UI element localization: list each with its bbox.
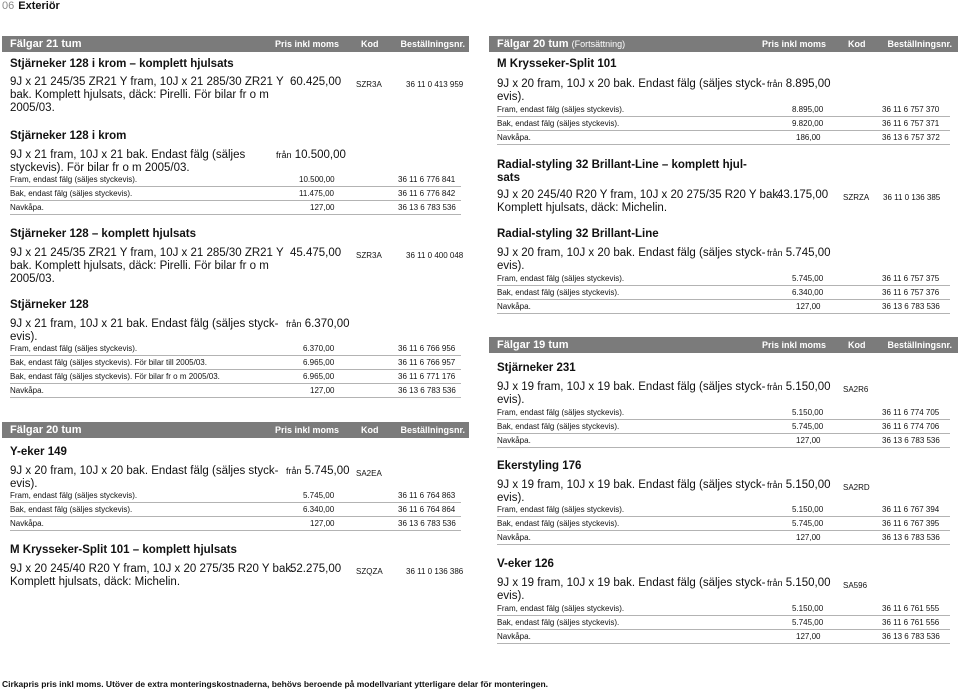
text-cell: Beställningsnr.: [887, 340, 952, 350]
table-row: [497, 420, 950, 434]
product-price: 10.500,00: [294, 149, 346, 161]
text-cell: Bak, endast fälg (säljes styckevis). För bilar till 2005/03.: [10, 358, 207, 367]
product-desc: [10, 76, 284, 115]
table-row: [497, 630, 950, 644]
page-header: [0, 0, 960, 14]
text-cell: 8.895,00: [792, 105, 824, 114]
text-cell: Navkåpa.: [497, 436, 531, 445]
text-cell: 36 11 6 764 863: [398, 491, 456, 500]
product-price: 8.895,00: [785, 78, 831, 90]
text-cell: Komplett hjulsats, däck: Michelin.: [10, 576, 181, 588]
text-cell: 5.150,00: [792, 505, 824, 514]
table-row: [497, 286, 950, 300]
text-cell: 36 11 6 757 376: [882, 288, 940, 297]
product-ordernr: 36 11 0 136 385: [883, 193, 941, 202]
product-row: [497, 247, 958, 275]
product-code: SA2RD: [843, 483, 870, 492]
product-code: SZR3A: [356, 251, 382, 260]
text-cell: Fram, endast fälg (säljes styckevis).: [10, 344, 138, 353]
text-cell: Bak, endast fälg (säljes styckevis).: [497, 119, 620, 128]
text-cell: 36 11 6 776 842: [398, 189, 456, 198]
text-cell: Bak, endast fälg (säljes styckevis).: [497, 422, 620, 431]
text-cell: Beställningsnr.: [400, 425, 465, 435]
text-cell: 9J x 19 fram, 10J x 19 bak. Endast fälg (säljes styck-: [497, 577, 766, 589]
product-price: 45.475,00: [290, 247, 342, 259]
product-row: [10, 247, 469, 287]
text-cell: Navkåpa.: [497, 302, 531, 311]
table-row: [497, 272, 950, 286]
table-row: [497, 117, 950, 131]
text-cell: bak. Komplett hjulsats, däck: Pirelli. För bilar fr o m: [10, 89, 269, 101]
section-header-19: [489, 337, 958, 353]
text-cell: Kod: [847, 39, 866, 49]
text-cell: 36 13 6 783 536: [398, 519, 456, 528]
text-cell: Kod: [847, 340, 866, 350]
product-title: Ekerstyling 176: [497, 460, 582, 472]
page-number: 06: [2, 0, 15, 12]
text-cell: 36 11 6 757 371: [882, 119, 940, 128]
container: [10, 318, 278, 344]
text-cell: 36 13 6 783 536: [398, 386, 456, 395]
text-cell: Navkåpa.: [10, 203, 44, 212]
text-cell: 9J x 20 fram, 10J x 20 bak. Endast fälg (säljes styck-: [10, 465, 279, 477]
text-cell: Bak, endast fälg (säljes styckevis).: [497, 288, 620, 297]
text-cell: evis).: [497, 492, 525, 504]
product-title: Stjärneker 128 i krom – komplett hjulsats: [10, 58, 234, 70]
text-cell: Bak, endast fälg (säljes styckevis).: [497, 618, 620, 627]
text-cell: 9J x 19 fram, 10J x 19 bak. Endast fälg (säljes styck-: [497, 381, 766, 393]
text-cell: 36 11 6 774 706: [882, 422, 940, 431]
text-cell: evis).: [497, 590, 525, 602]
text-cell: 9J x 21 245/35 ZR21 Y fram, 10J x 21 285/30 ZR21 Y: [10, 76, 284, 88]
text-cell: 36 13 6 783 536: [882, 632, 940, 641]
text-cell: 5.745,00: [792, 519, 824, 528]
text-cell: evis).: [497, 91, 525, 103]
container: [276, 149, 346, 162]
table-row: [497, 531, 950, 545]
product-title: Y-eker 149: [10, 446, 67, 458]
product-ordernr: 36 11 0 400 048: [406, 251, 464, 260]
table-row: [497, 517, 950, 531]
text-cell: 2005/03.: [10, 102, 55, 114]
header-ordernr: Beställningsnr.: [400, 39, 465, 49]
text-cell: 9J x 21 245/35 ZR21 Y fram, 10J x 21 285/30 ZR21 Y: [10, 247, 284, 259]
text-cell: Pris inkl moms: [761, 39, 826, 49]
text-cell: Fälgar 19 tum: [497, 339, 569, 351]
container: [497, 38, 762, 50]
text-cell: Fälgar 20 tum: [497, 38, 569, 50]
text-cell: evis).: [497, 394, 525, 406]
container: [767, 381, 830, 394]
text-cell: 127,00: [310, 203, 335, 212]
container: [10, 465, 278, 491]
text-cell: Navkåpa.: [497, 133, 531, 142]
product-row: [497, 189, 958, 217]
text-cell: styckevis). För bilar fr o m 2005/03.: [10, 162, 190, 174]
text-cell: 6.965,00: [303, 372, 335, 381]
product-title: Stjärneker 128 – komplett hjulsats: [10, 228, 196, 240]
product-price: 60.425,00: [290, 76, 342, 88]
container: [497, 479, 765, 505]
text-cell: Navkåpa.: [10, 386, 44, 395]
product-title: [497, 159, 747, 185]
product-price: 6.370,00: [304, 318, 350, 330]
text-cell: Fram, endast fälg (säljes styckevis).: [10, 175, 138, 184]
container: [497, 78, 765, 104]
text-cell: från: [767, 79, 783, 89]
section-header-21: [2, 36, 469, 52]
product-title: Radial-styling 32 Brillant-Line: [497, 228, 659, 240]
product-ordernr: 36 11 0 413 959: [406, 80, 464, 89]
text-cell: 9J x 20 fram, 10J x 20 bak. Endast fälg (säljes styck-: [497, 247, 766, 259]
text-cell: 9J x 21 fram, 10J x 21 bak. Endast fälg (säljes: [10, 149, 246, 161]
product-title: M Krysseker-Split 101: [497, 58, 617, 70]
product-title: Stjärneker 128: [10, 299, 89, 311]
container: [767, 577, 830, 590]
text-cell: 9J x 19 fram, 10J x 19 bak. Endast fälg (säljes styck-: [497, 479, 766, 491]
text-cell: 36 13 6 783 536: [882, 302, 940, 311]
table-row: [10, 384, 461, 398]
table-row: [497, 602, 950, 616]
container: [767, 78, 830, 91]
container: [767, 479, 830, 492]
text-cell: från: [276, 150, 292, 160]
text-cell: bak. Komplett hjulsats, däck: Pirelli. För bilar fr o m: [10, 260, 269, 272]
text-cell: Fram, endast fälg (säljes styckevis).: [497, 274, 625, 283]
text-cell: 36 11 6 766 957: [398, 358, 456, 367]
text-cell: 127,00: [796, 436, 821, 445]
text-cell: 6.340,00: [303, 505, 335, 514]
table-row: [497, 131, 950, 145]
text-cell: 36 13 6 757 372: [882, 133, 940, 142]
text-cell: Kod: [360, 425, 379, 435]
text-cell: från: [767, 382, 783, 392]
container: [497, 189, 781, 215]
text-cell: 9J x 20 245/40 R20 Y fram, 10J x 20 275/35 R20 Y bak.: [10, 563, 295, 575]
table-row: [497, 406, 950, 420]
section-header-20-cont: [489, 36, 958, 52]
text-cell: 36 11 6 766 956: [398, 344, 456, 353]
page-title: Exteriör: [18, 0, 60, 12]
text-cell: Pris inkl moms: [274, 425, 339, 435]
product-code: SA596: [843, 581, 868, 590]
product-price: 5.150,00: [785, 381, 831, 393]
text-cell: Bak, endast fälg (säljes styckevis).: [10, 189, 133, 198]
text-cell: 36 11 6 771 176: [398, 372, 456, 381]
table-row: [497, 434, 950, 448]
text-cell: 127,00: [310, 386, 335, 395]
container: [497, 381, 765, 407]
table-row: [10, 356, 461, 370]
container: [767, 247, 830, 260]
text-cell: (Fortsättning): [571, 39, 626, 49]
text-cell: 36 11 6 767 394: [882, 505, 940, 514]
product-price: 5.745,00: [304, 465, 350, 477]
text-cell: evis).: [497, 260, 525, 272]
product-row: [10, 563, 469, 591]
text-cell: 9J x 20 245/40 R20 Y fram, 10J x 20 275/35 R20 Y bak.: [497, 189, 782, 201]
product-price: 5.150,00: [785, 479, 831, 491]
text-cell: 127,00: [796, 302, 821, 311]
text-cell: 36 11 6 764 864: [398, 505, 456, 514]
text-cell: Fälgar 20 tum: [10, 424, 82, 436]
text-cell: 5.745,00: [792, 618, 824, 627]
container: [497, 247, 765, 273]
product-row: [497, 78, 958, 106]
text-cell: 36 11 6 757 370: [882, 105, 940, 114]
product-price: 52.275,00: [290, 563, 342, 575]
text-cell: 36 13 6 783 536: [882, 436, 940, 445]
container: [286, 465, 349, 478]
table-row: [10, 187, 461, 201]
text-cell: Fram, endast fälg (säljes styckevis).: [10, 491, 138, 500]
table-row: [497, 503, 950, 517]
text-cell: 36 11 6 774 705: [882, 408, 940, 417]
text-cell: 36 11 6 776 841: [398, 175, 456, 184]
text-cell: Bak, endast fälg (säljes styckevis).: [10, 505, 133, 514]
product-row: [10, 76, 469, 116]
table-row: [10, 342, 461, 356]
product-code: SZR3A: [356, 80, 382, 89]
table-row: [10, 370, 461, 384]
text-cell: sats: [497, 172, 521, 184]
text-cell: 6.340,00: [792, 288, 824, 297]
container: [286, 318, 349, 331]
footer-note: Cirkapris pris inkl moms. Utöver de extra monteringskostnaderna, behövs beroende på modellvariant ytterligare delar för monteringen.: [2, 679, 549, 689]
table-row: [497, 300, 950, 314]
text-cell: Fram, endast fälg (säljes styckevis).: [497, 408, 625, 417]
text-cell: 10.500,00: [299, 175, 335, 184]
text-cell: Fram, endast fälg (säljes styckevis).: [497, 505, 625, 514]
header-price: Pris inkl moms: [274, 39, 339, 49]
table-row: [10, 489, 461, 503]
product-title: V-eker 126: [497, 558, 554, 570]
text-cell: 6.370,00: [303, 344, 335, 353]
product-price: 5.150,00: [785, 577, 831, 589]
text-cell: Fram, endast fälg (säljes styckevis).: [497, 604, 625, 613]
text-cell: 5.745,00: [792, 422, 824, 431]
container: [10, 563, 294, 589]
text-cell: 2005/03.: [10, 273, 55, 285]
text-cell: från: [767, 480, 783, 490]
table-row: [10, 517, 461, 531]
product-code: SZQZA: [356, 567, 383, 576]
product-title: Stjärneker 128 i krom: [10, 130, 127, 142]
product-price: 5.745,00: [785, 247, 831, 259]
product-row: [497, 577, 958, 605]
text-cell: Pris inkl moms: [761, 340, 826, 350]
product-row: [497, 381, 958, 409]
text-cell: 36 11 6 767 395: [882, 519, 940, 528]
text-cell: Bak, endast fälg (säljes styckevis).: [497, 519, 620, 528]
container: [10, 149, 245, 175]
text-cell: 127,00: [796, 533, 821, 542]
text-cell: 5.745,00: [303, 491, 335, 500]
text-cell: Navkåpa.: [497, 533, 531, 542]
table-row: [497, 103, 950, 117]
product-ordernr: 36 11 0 136 386: [406, 567, 464, 576]
text-cell: från: [767, 578, 783, 588]
container: [10, 247, 284, 286]
product-title: M Krysseker-Split 101 – komplett hjulsats: [10, 544, 237, 556]
table-row: [10, 503, 461, 517]
text-cell: 127,00: [796, 632, 821, 641]
text-cell: Navkåpa.: [10, 519, 44, 528]
section-header-20: [2, 422, 469, 438]
container: [497, 577, 765, 603]
text-cell: 36 11 6 761 555: [882, 604, 940, 613]
text-cell: från: [286, 466, 302, 476]
text-cell: 9J x 20 fram, 10J x 20 bak. Endast fälg (säljes styck-: [497, 78, 766, 90]
text-cell: från: [286, 319, 302, 329]
text-cell: 5.150,00: [792, 408, 824, 417]
text-cell: 36 11 6 757 375: [882, 274, 940, 283]
product-code: SA2R6: [843, 385, 869, 394]
text-cell: 186,00: [796, 133, 821, 142]
product-code: SZRZA: [843, 193, 870, 202]
text-cell: från: [767, 248, 783, 258]
text-cell: 6.965,00: [303, 358, 335, 367]
text-cell: Fram, endast fälg (säljes styckevis).: [497, 105, 625, 114]
text-cell: evis).: [10, 478, 38, 490]
text-cell: Bak, endast fälg (säljes styckevis). För bilar fr o m 2005/03.: [10, 372, 220, 381]
text-cell: 36 13 6 783 536: [398, 203, 456, 212]
text-cell: Navkåpa.: [497, 632, 531, 641]
text-cell: 127,00: [310, 519, 335, 528]
text-cell: 5.150,00: [792, 604, 824, 613]
text-cell: Beställningsnr.: [887, 39, 952, 49]
text-cell: evis).: [10, 331, 38, 343]
header-title: Fälgar 21 tum: [10, 38, 82, 50]
table-row: [10, 173, 461, 187]
text-cell: Komplett hjulsats, däck: Michelin.: [497, 202, 668, 214]
text-cell: 9.820,00: [792, 119, 824, 128]
table-row: [10, 201, 461, 215]
header-code: Kod: [360, 39, 379, 49]
product-price: 43.175,00: [777, 189, 829, 201]
table-row: [497, 616, 950, 630]
text-cell: 36 11 6 761 556: [882, 618, 940, 627]
text-cell: Radial-styling 32 Brillant-Line – komplett hjul-: [497, 159, 747, 171]
product-code: SA2EA: [356, 469, 382, 478]
text-cell: 9J x 21 fram, 10J x 21 bak. Endast fälg (säljes styck-: [10, 318, 279, 330]
product-title: Stjärneker 231: [497, 362, 576, 374]
text-cell: 5.745,00: [792, 274, 824, 283]
text-cell: 36 13 6 783 536: [882, 533, 940, 542]
text-cell: 11.475,00: [299, 189, 334, 198]
